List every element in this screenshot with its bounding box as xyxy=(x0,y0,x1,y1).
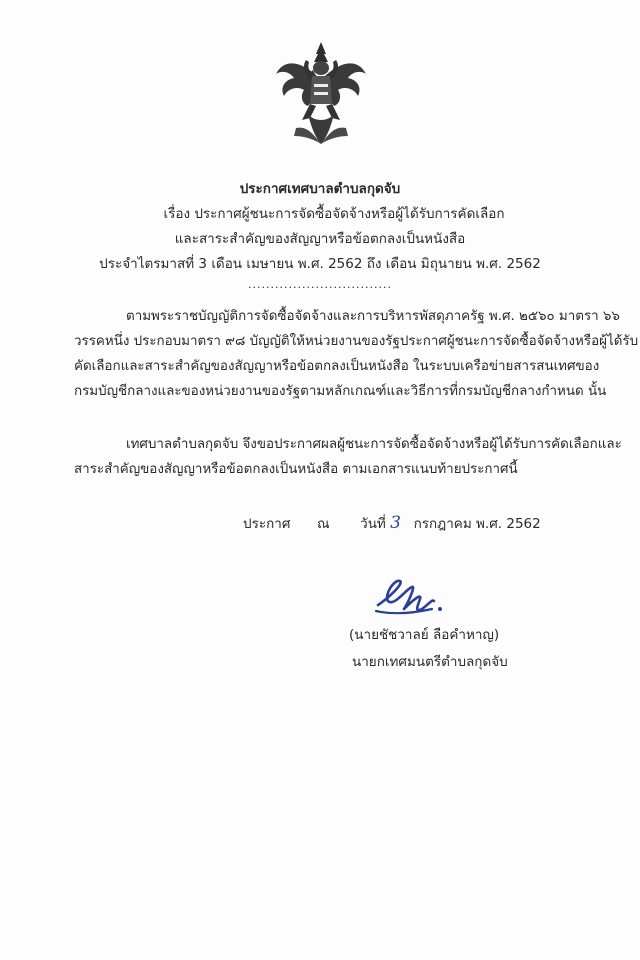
handwritten-day: 3 xyxy=(390,513,401,533)
signer-title: นายกเทศมนตรีตำบลกุดจับ xyxy=(352,654,508,670)
paragraph-line: ตามพระราชบัญญัติการจัดซื้อจัดจ้างและการบริหารพัสดุภาครัฐ พ.ศ. ๒๕๖๐ มาตรา ๖๖ xyxy=(126,309,620,324)
announce-day-label: วันที่ xyxy=(360,516,386,532)
paragraph-line: คัดเลือกและสาระสำคัญของสัญญาหรือข้อตกลงเป็นหนังสือ ในระบบเครือข่ายสารสนเทศของ xyxy=(74,359,600,374)
announcement-subject: เรื่อง ประกาศผู้ชนะการจัดซื้อจัดจ้างหรือผู้ได้รับการคัดเลือก xyxy=(163,206,505,222)
paragraph-line: สาระสำคัญของสัญญาหรือข้อตกลงเป็นหนังสือ ตามเอกสารแนบท้ายประกาศนี้ xyxy=(74,462,518,477)
announcement-subject-cont: และสาระสำคัญของสัญญาหรือข้อตกลงเป็นหนังสือ xyxy=(174,231,466,247)
announce-label: ประกาศ xyxy=(243,516,291,532)
paragraph-line: วรรคหนึ่ง ประกอบมาตรา ๙๘ บัญญัติให้หน่วยงานของรัฐประกาศผู้ชนะการจัดซื้อจัดจ้างหรือผู้ได้รับ xyxy=(74,334,639,349)
body-paragraph-2 xyxy=(74,432,622,482)
signer-name: (นายชัชวาลย์ ลือคำหาญ) xyxy=(349,627,500,643)
dotted-separator: ................................ xyxy=(248,278,392,291)
announce-month-year: กรกฎาคม พ.ศ. 2562 xyxy=(413,516,541,532)
garuda-emblem-icon xyxy=(272,40,370,148)
announcement-period: ประจำไตรมาสที่ 3 เดือน เมษายน พ.ศ. 2562 ถึง เดือน มิถุนายน พ.ศ. 2562 xyxy=(99,256,541,272)
paragraph-line: กรมบัญชีกลางและของหน่วยงานของรัฐตามหลักเกณฑ์และวิธีการที่กรมบัญชีกลางกำหนด นั้น xyxy=(74,384,607,399)
announcement-title: ประกาศเทศบาลตำบลกุดจับ xyxy=(239,181,401,197)
announce-at: ณ xyxy=(317,516,330,532)
handwritten-signature xyxy=(370,575,460,623)
paragraph-line: เทศบาลตำบลกุดจับ จึงขอประกาศผลผู้ชนะการจัดซื้อจัดจ้างหรือผู้ได้รับการคัดเลือกและ xyxy=(126,437,622,452)
announce-date-row xyxy=(243,512,541,534)
body-paragraph-1 xyxy=(74,304,639,404)
